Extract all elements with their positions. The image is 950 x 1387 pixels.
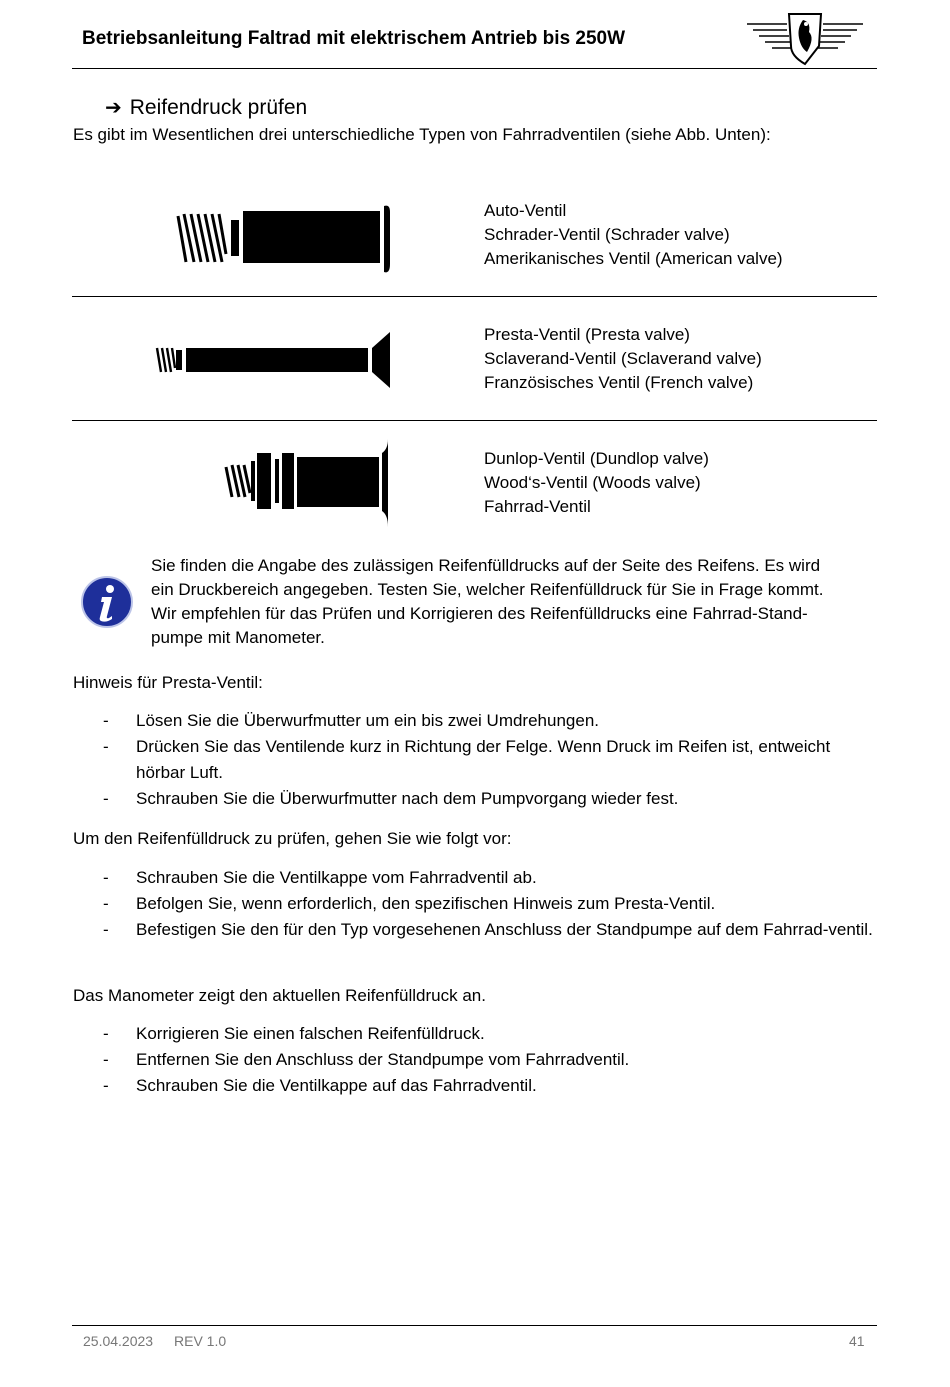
list-item [73, 786, 873, 812]
list-item [73, 891, 873, 917]
list-marker: - [103, 1024, 109, 1043]
list-item [73, 917, 873, 943]
list-item-text: Entfernen Sie den Anschluss der Standpumpe vom Fahrradventil. [136, 1050, 630, 1069]
valve-name-line: Presta-Ventil (Presta valve) [484, 325, 690, 344]
document-header-title: Betriebsanleitung Faltrad mit elektrischem Antrieb bis 250W [82, 28, 626, 49]
list-marker: - [103, 868, 109, 887]
list-item-text: Schrauben Sie die Ventilkappe auf das Fahrradventil. [136, 1076, 537, 1095]
list-marker: - [103, 737, 109, 756]
valve-name-line: Dunlop-Ventil (Dundlop valve) [484, 449, 709, 468]
list-item [73, 708, 873, 734]
dunlop-valve-icon [220, 435, 395, 530]
footer-date: 25.04.2023 [83, 1333, 154, 1349]
valve-divider [72, 296, 877, 297]
header-rule [72, 68, 877, 69]
valve-divider [72, 420, 877, 421]
check-list [73, 865, 873, 943]
valve-name-line: Wood‘s-Ventil (Woods valve) [484, 473, 701, 492]
schrader-valve-icon [170, 198, 395, 276]
list-item [73, 1021, 873, 1047]
list-item-text: Befolgen Sie, wenn erforderlich, den spezifischen Hinweis zum Presta-Ventil. [136, 894, 716, 913]
list-marker: - [103, 894, 109, 913]
info-line: Wir empfehlen für das Prüfen und Korrigieren des Reifenfülldrucks eine Fahrrad-Stand- [151, 604, 808, 623]
valve-description-presta [484, 323, 762, 395]
list-item [73, 865, 873, 891]
intro-paragraph: Es gibt im Wesentlichen drei unterschiedliche Typen von Fahrradventilen (siehe Abb. Unten): [73, 125, 771, 144]
winged-shield-logo-icon [745, 8, 865, 66]
presta-note-list [73, 708, 873, 812]
valve-name-line: Amerikanisches Ventil (American valve) [484, 249, 783, 268]
valve-description-dunlop [484, 447, 709, 519]
valve-name-line: Schrader-Ventil (Schrader valve) [484, 225, 730, 244]
valve-name-line: Sclaverand-Ventil (Sclaverand valve) [484, 349, 762, 368]
list-item-text: Korrigieren Sie einen falschen Reifenfülldruck. [136, 1024, 485, 1043]
footer-page-number: 41 [849, 1333, 865, 1349]
footer-revision: REV 1.0 [174, 1333, 227, 1349]
list-item-text: Lösen Sie die Überwurfmutter um ein bis zwei Umdrehungen. [136, 711, 600, 730]
list-marker: - [103, 1076, 109, 1095]
info-line: pumpe mit Manometer. [151, 628, 325, 647]
list-marker: - [103, 789, 109, 808]
check-heading: Um den Reifenfülldruck zu prüfen, gehen Sie wie folgt vor: [73, 829, 512, 848]
list-item-text: Schrauben Sie die Ventilkappe vom Fahrradventil ab. [136, 868, 537, 887]
list-item [73, 1047, 873, 1073]
list-item-text: Befestigen Sie den für den Typ vorgesehenen Anschluss der Standpumpe auf dem Fahrrad-ventil. [136, 920, 873, 939]
list-marker: - [103, 1050, 109, 1069]
presta-valve-icon [150, 330, 395, 390]
list-item-text: Schrauben Sie die Überwurfmutter nach dem Pumpvorgang wieder fest. [136, 789, 679, 808]
list-item [73, 1073, 873, 1099]
info-line: Sie finden die Angabe des zulässigen Reifenfülldrucks auf der Seite des Reifens. Es wird [151, 556, 821, 575]
valve-name-line: Fahrrad-Ventil [484, 497, 591, 516]
valve-description-schrader [484, 199, 783, 271]
valve-name-line: Auto-Ventil [484, 201, 567, 220]
manometer-list [73, 1021, 873, 1099]
info-icon [80, 575, 134, 629]
list-item [73, 734, 873, 786]
info-note [151, 554, 871, 650]
list-marker: - [103, 920, 109, 939]
valve-name-line: Französisches Ventil (French valve) [484, 373, 754, 392]
manometer-heading: Das Manometer zeigt den aktuellen Reifenfülldruck an. [73, 986, 486, 1005]
section-title [105, 95, 307, 120]
list-item-text: Drücken Sie das Ventilende kurz in Richtung der Felge. Wenn Druck im Reifen ist, entweicht hörbar Luft. [136, 737, 831, 782]
presta-note-heading: Hinweis für Presta-Ventil: [73, 673, 263, 692]
list-marker: - [103, 711, 109, 730]
right-arrow-icon: ➔ [105, 97, 122, 119]
footer-rule [72, 1325, 877, 1326]
section-title-text: Reifendruck prüfen [129, 95, 308, 119]
info-line: ein Druckbereich angegeben. Testen Sie, welcher Reifenfülldruck für Sie in Frage kommt. [151, 580, 824, 599]
